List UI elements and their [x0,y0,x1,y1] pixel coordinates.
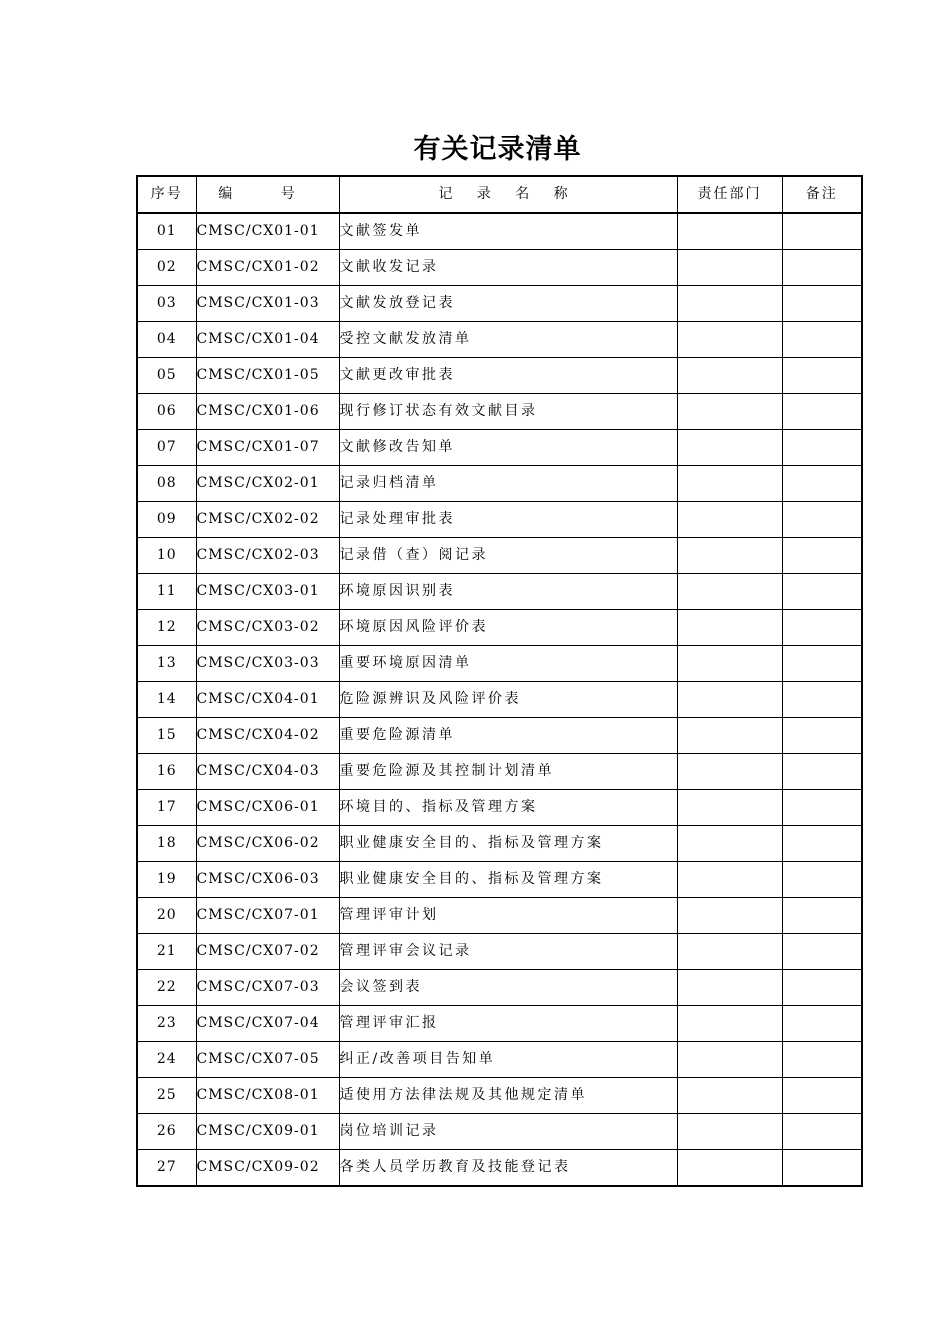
table-row [137,322,862,358]
cell-note [782,610,862,646]
cell-note [782,1114,862,1150]
cell-dept [677,574,782,610]
header-seq: 序号 [137,176,196,213]
table-row [137,682,862,718]
cell-code: CMSC/CX01-06 [196,394,339,430]
table-row [137,646,862,682]
cell-name: 纠正/改善项目告知单 [339,1042,677,1078]
cell-dept [677,1078,782,1114]
cell-name: 适使用方法律法规及其他规定清单 [339,1078,677,1114]
cell-name: 危险源辨识及风险评价表 [339,682,677,718]
cell-dept [677,1042,782,1078]
cell-note [782,790,862,826]
cell-note [782,574,862,610]
cell-name: 管理评审计划 [339,898,677,934]
cell-code: CMSC/CX01-07 [196,430,339,466]
table-row [137,1150,862,1187]
cell-note [782,898,862,934]
cell-name: 职业健康安全目的、指标及管理方案 [339,826,677,862]
cell-dept [677,1150,782,1187]
table-row [137,718,862,754]
cell-dept [677,358,782,394]
cell-note [782,322,862,358]
cell-name: 重要危险源及其控制计划清单 [339,754,677,790]
cell-name: 重要危险源清单 [339,718,677,754]
cell-seq: 08 [137,466,196,502]
cell-code: CMSC/CX07-01 [196,898,339,934]
page-title: 有关记录清单 [413,134,582,165]
cell-seq: 01 [137,213,196,250]
table-row [137,358,862,394]
cell-name: 受控文献发放清单 [339,322,677,358]
cell-note [782,502,862,538]
cell-code: CMSC/CX03-02 [196,610,339,646]
cell-name: 文献签发单 [339,213,677,250]
cell-seq: 17 [137,790,196,826]
cell-dept [677,610,782,646]
cell-seq: 11 [137,574,196,610]
cell-dept [677,430,782,466]
cell-dept [677,754,782,790]
cell-code: CMSC/CX03-03 [196,646,339,682]
cell-seq: 14 [137,682,196,718]
cell-code: CMSC/CX02-02 [196,502,339,538]
cell-note [782,1078,862,1114]
cell-name: 文献收发记录 [339,250,677,286]
cell-code: CMSC/CX01-02 [196,250,339,286]
cell-name: 文献发放登记表 [339,286,677,322]
cell-seq: 21 [137,934,196,970]
cell-seq: 12 [137,610,196,646]
header-dept: 责任部门 [677,176,782,213]
cell-name: 管理评审汇报 [339,1006,677,1042]
cell-seq: 15 [137,718,196,754]
cell-code: CMSC/CX07-03 [196,970,339,1006]
cell-name: 岗位培训记录 [339,1114,677,1150]
cell-note [782,1042,862,1078]
cell-note [782,213,862,250]
cell-note [782,682,862,718]
cell-code: CMSC/CX06-03 [196,862,339,898]
cell-dept [677,790,782,826]
cell-seq: 09 [137,502,196,538]
cell-code: CMSC/CX06-02 [196,826,339,862]
cell-dept [677,970,782,1006]
cell-code: CMSC/CX04-03 [196,754,339,790]
cell-dept [677,322,782,358]
header-note: 备注 [782,176,862,213]
table-row [137,430,862,466]
cell-seq: 19 [137,862,196,898]
cell-seq: 25 [137,1078,196,1114]
table-row [137,862,862,898]
table-row [137,1078,862,1114]
cell-code: CMSC/CX02-03 [196,538,339,574]
cell-name: 记录处理审批表 [339,502,677,538]
cell-name: 环境目的、指标及管理方案 [339,790,677,826]
cell-dept [677,1006,782,1042]
cell-note [782,286,862,322]
cell-seq: 10 [137,538,196,574]
cell-code: CMSC/CX07-02 [196,934,339,970]
cell-name: 文献更改审批表 [339,358,677,394]
cell-code: CMSC/CX09-01 [196,1114,339,1150]
cell-dept [677,934,782,970]
cell-code: CMSC/CX03-01 [196,574,339,610]
cell-name: 重要环境原因清单 [339,646,677,682]
cell-name: 环境原因识别表 [339,574,677,610]
cell-code: CMSC/CX01-01 [196,213,339,250]
cell-note [782,466,862,502]
cell-name: 环境原因风险评价表 [339,610,677,646]
cell-seq: 05 [137,358,196,394]
cell-seq: 16 [137,754,196,790]
cell-name: 职业健康安全目的、指标及管理方案 [339,862,677,898]
table-row [137,1114,862,1150]
cell-note [782,358,862,394]
table-row [137,898,862,934]
cell-code: CMSC/CX02-01 [196,466,339,502]
cell-dept [677,718,782,754]
cell-code: CMSC/CX09-02 [196,1150,339,1187]
cell-code: CMSC/CX01-05 [196,358,339,394]
cell-seq: 23 [137,1006,196,1042]
cell-dept [677,213,782,250]
cell-seq: 13 [137,646,196,682]
table-row [137,1006,862,1042]
cell-name: 记录归档清单 [339,466,677,502]
table-row [137,286,862,322]
cell-seq: 24 [137,1042,196,1078]
cell-seq: 04 [137,322,196,358]
cell-dept [677,538,782,574]
cell-dept [677,250,782,286]
table-row [137,970,862,1006]
cell-note [782,862,862,898]
table-row [137,394,862,430]
cell-dept [677,502,782,538]
cell-note [782,1150,862,1187]
cell-code: CMSC/CX04-01 [196,682,339,718]
table-row [137,574,862,610]
cell-code: CMSC/CX08-01 [196,1078,339,1114]
table-row [137,250,862,286]
cell-seq: 26 [137,1114,196,1150]
cell-note [782,718,862,754]
cell-dept [677,1114,782,1150]
cell-code: CMSC/CX01-04 [196,322,339,358]
table-row [137,1042,862,1078]
cell-seq: 22 [137,970,196,1006]
cell-seq: 27 [137,1150,196,1187]
table-row [137,213,862,250]
cell-dept [677,898,782,934]
table-row [137,538,862,574]
cell-seq: 20 [137,898,196,934]
cell-code: CMSC/CX04-02 [196,718,339,754]
table-row [137,610,862,646]
cell-name: 管理评审会议记录 [339,934,677,970]
table-row [137,826,862,862]
header-row [137,176,862,213]
cell-dept [677,394,782,430]
cell-dept [677,466,782,502]
records-table [136,175,863,1187]
table-row [137,466,862,502]
table-row [137,502,862,538]
cell-code: CMSC/CX07-04 [196,1006,339,1042]
cell-seq: 07 [137,430,196,466]
cell-seq: 02 [137,250,196,286]
cell-name: 现行修订状态有效文献目录 [339,394,677,430]
cell-seq: 06 [137,394,196,430]
cell-note [782,970,862,1006]
cell-note [782,934,862,970]
cell-code: CMSC/CX07-05 [196,1042,339,1078]
cell-name: 会议签到表 [339,970,677,1006]
cell-dept [677,826,782,862]
cell-note [782,826,862,862]
cell-name: 各类人员学历教育及技能登记表 [339,1150,677,1187]
cell-note [782,538,862,574]
table-row [137,754,862,790]
cell-dept [677,682,782,718]
cell-code: CMSC/CX06-01 [196,790,339,826]
table-header [137,176,862,213]
cell-seq: 18 [137,826,196,862]
cell-note [782,646,862,682]
header-name: 记 录 名 称 [339,176,677,213]
table-body [137,213,862,1186]
cell-note [782,1006,862,1042]
cell-note [782,394,862,430]
cell-seq: 03 [137,286,196,322]
cell-code: CMSC/CX01-03 [196,286,339,322]
cell-name: 记录借（查）阅记录 [339,538,677,574]
cell-note [782,430,862,466]
header-code: 编 号 [196,176,339,213]
table-row [137,790,862,826]
cell-dept [677,646,782,682]
table-row [137,934,862,970]
cell-dept [677,862,782,898]
cell-note [782,754,862,790]
cell-name: 文献修改告知单 [339,430,677,466]
cell-dept [677,286,782,322]
cell-note [782,250,862,286]
